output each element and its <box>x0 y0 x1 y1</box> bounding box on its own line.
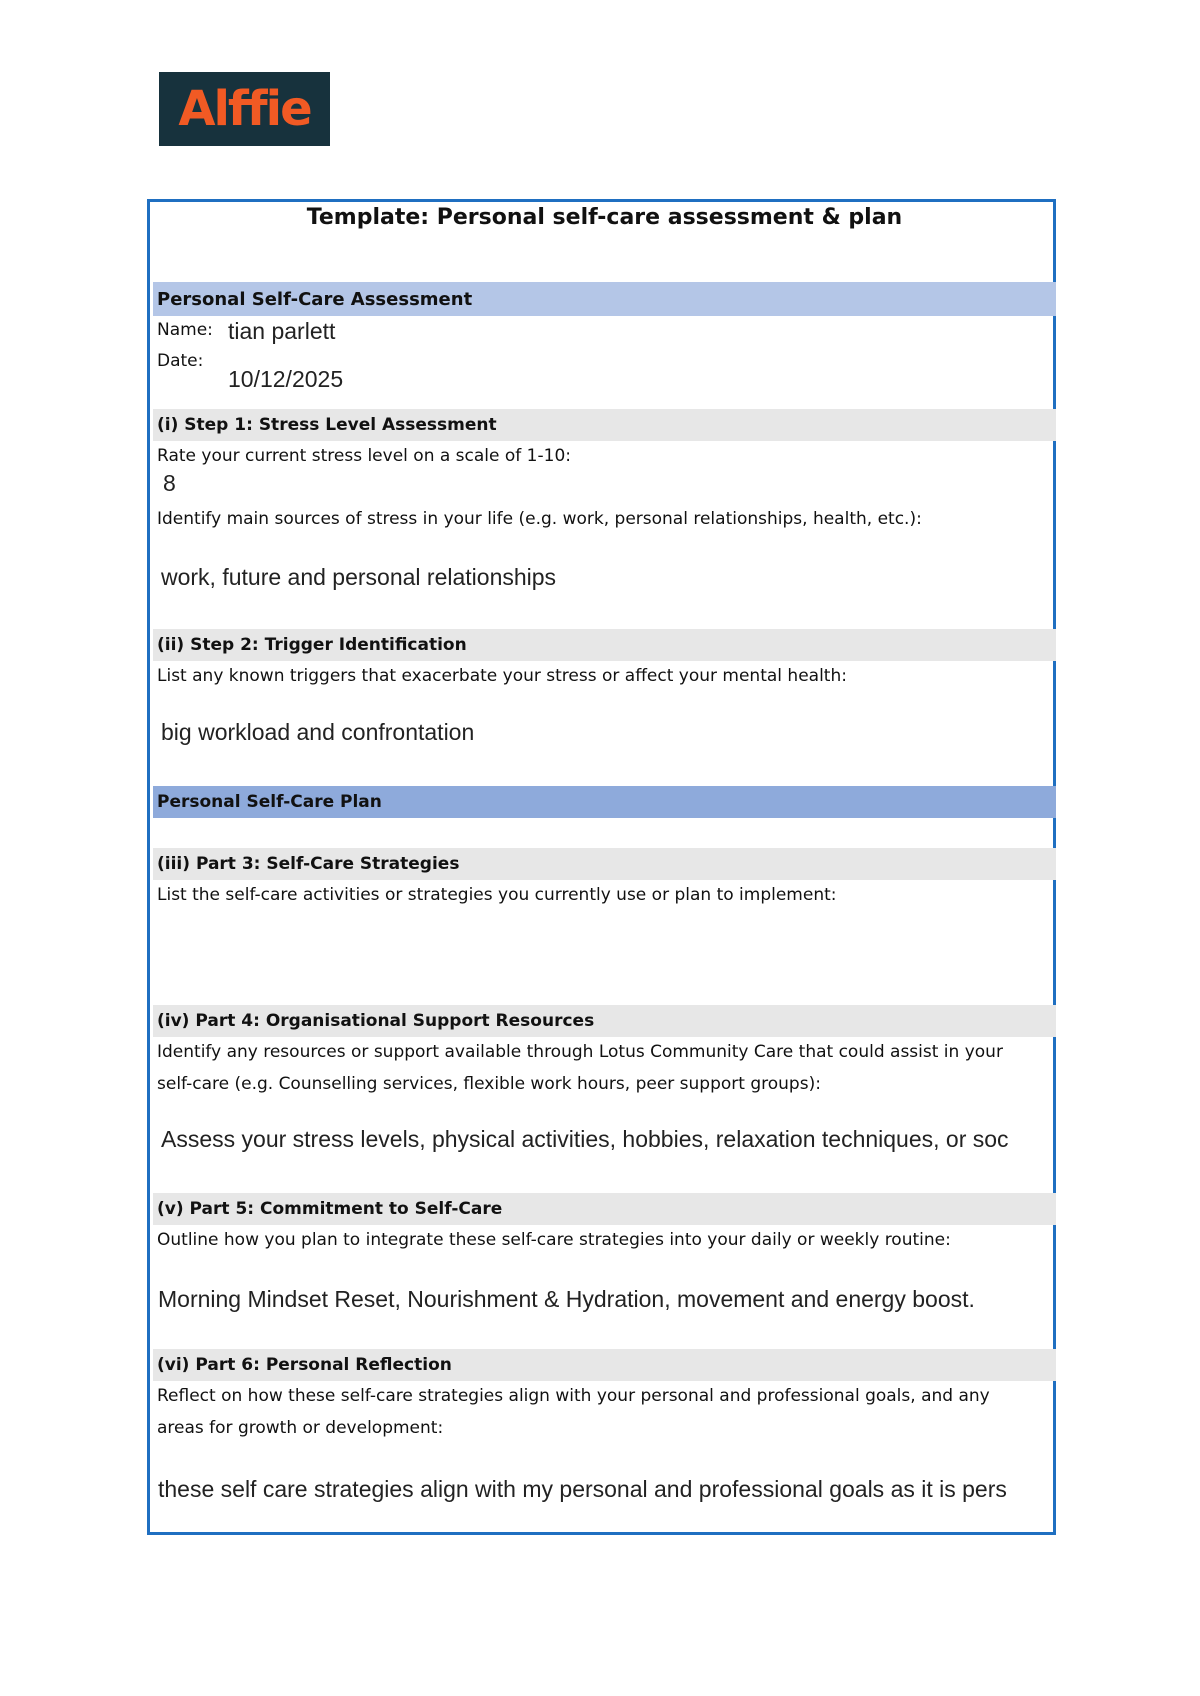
name-label: Name: <box>157 320 213 340</box>
strategies-field[interactable] <box>157 912 1052 1002</box>
stress-sources-field[interactable]: work, future and personal relationships <box>161 564 557 590</box>
logo-text: Alffie <box>178 81 311 137</box>
support-prompt-line2: self-care (e.g. Counselling services, flexible work hours, peer support groups): <box>157 1074 821 1094</box>
part4-heading: (iv) Part 4: Organisational Support Resources <box>153 1005 1056 1037</box>
stress-sources-prompt: Identify main sources of stress in your life (e.g. work, personal relationships, health, etc.): <box>157 509 922 529</box>
name-field[interactable]: tian parlett <box>228 318 336 344</box>
support-resources-field[interactable]: Assess your stress levels, physical activities, hobbies, relaxation techniques, or soc <box>161 1126 1009 1152</box>
reflection-field[interactable]: these self care strategies align with my personal and professional goals as it is pers <box>158 1476 1007 1502</box>
assessment-section-header: Personal Self-Care Assessment <box>153 282 1056 316</box>
stress-rating-prompt: Rate your current stress level on a scale of 1-10: <box>157 446 571 466</box>
alffie-logo <box>159 72 330 146</box>
triggers-prompt: List any known triggers that exacerbate your stress or affect your mental health: <box>157 666 847 686</box>
date-label: Date: <box>157 351 204 371</box>
page-title: Template: Personal self-care assessment & plan <box>306 205 903 230</box>
part6-heading: (vi) Part 6: Personal Reflection <box>153 1349 1056 1381</box>
stress-rating-field[interactable]: 8 <box>163 470 176 496</box>
plan-section-header: Personal Self-Care Plan <box>153 786 1056 818</box>
reflection-prompt-line2: areas for growth or development: <box>157 1418 444 1438</box>
reflection-prompt-line1: Reflect on how these self-care strategies align with your personal and professional goals, and any <box>157 1386 990 1406</box>
commitment-field[interactable]: Morning Mindset Reset, Nourishment & Hydration, movement and energy boost. <box>158 1286 975 1312</box>
commitment-prompt: Outline how you plan to integrate these self-care strategies into your daily or weekly routine: <box>157 1230 951 1250</box>
triggers-field[interactable]: big workload and confrontation <box>161 719 475 745</box>
date-field[interactable]: 10/12/2025 <box>228 366 344 392</box>
support-prompt-line1: Identify any resources or support available through Lotus Community Care that could assist in your <box>157 1042 1003 1062</box>
part5-heading: (v) Part 5: Commitment to Self-Care <box>153 1193 1056 1225</box>
step1-heading: (i) Step 1: Stress Level Assessment <box>153 409 1056 441</box>
part3-heading: (iii) Part 3: Self-Care Strategies <box>153 848 1056 880</box>
step2-heading: (ii) Step 2: Trigger Identification <box>153 629 1056 661</box>
strategies-prompt: List the self-care activities or strategies you currently use or plan to implement: <box>157 885 837 905</box>
